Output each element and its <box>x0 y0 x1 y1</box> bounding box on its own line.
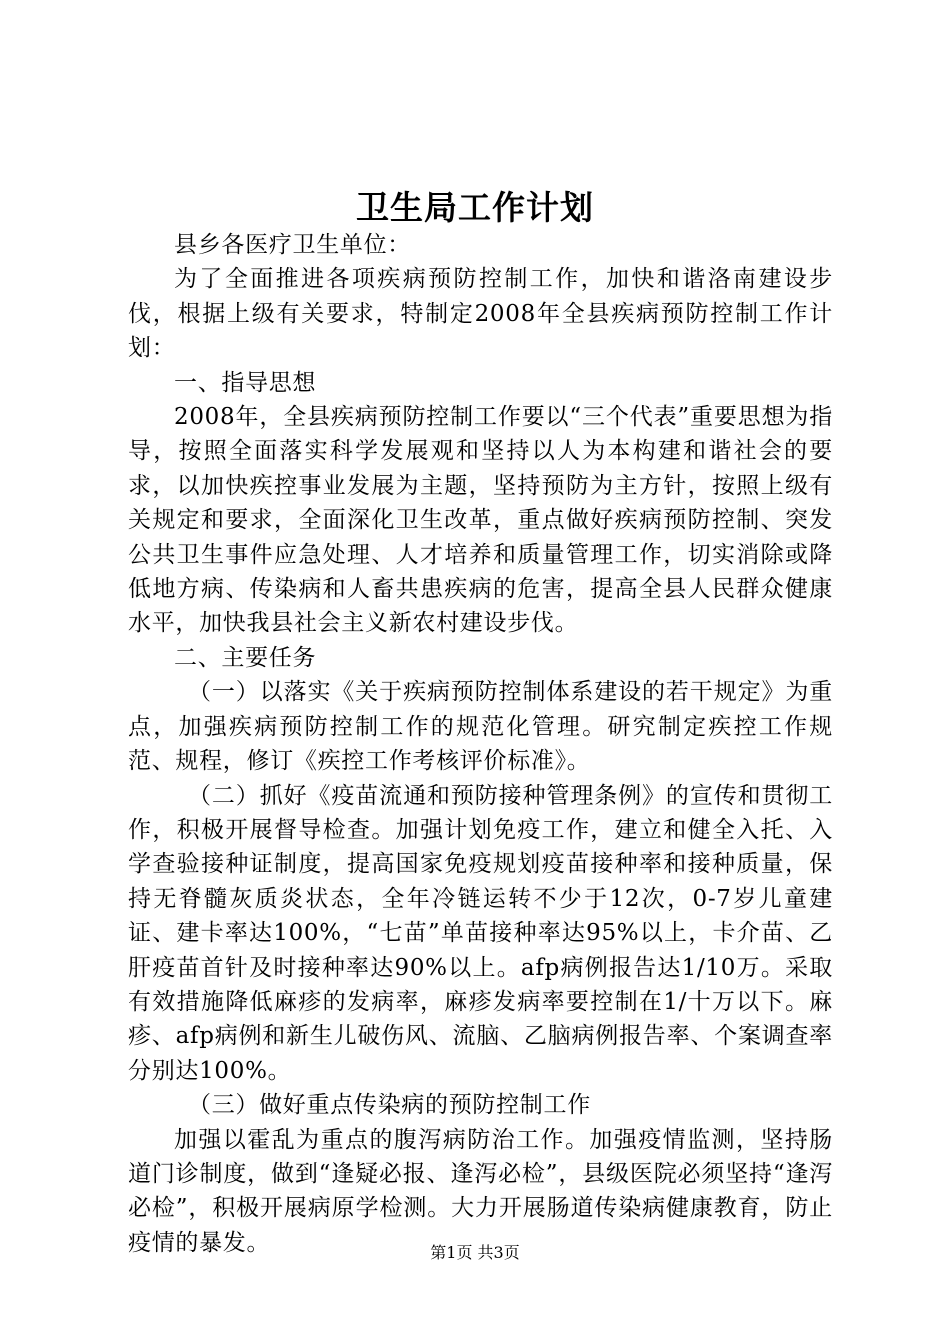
section-heading-main-tasks: 二、主要任务 <box>174 644 317 671</box>
salutation: 县乡各医疗卫生单位： <box>174 232 411 258</box>
task-item-3-paragraph: 加强以霍乱为重点的腹泻病防治工作。加强疫情监测，坚持肠道门诊制度，做到“逢疑必报、逢泻必检”，县级医院必须坚持“逢泻必检”，积极开展病原学检测。大力开展肠道传染病健康教育，防止疫情的暴发。 <box>128 1126 833 1256</box>
section-heading-guiding-ideology: 一、指导思想 <box>174 369 317 396</box>
page-footer: 第1页 共3页 <box>430 1243 520 1262</box>
document-title: 卫生局工作计划 <box>356 188 594 227</box>
document-body <box>128 228 833 1260</box>
intro-paragraph: 为了全面推进各项疾病预防控制工作，加快和谐洛南建设步伐，根据上级有关要求，特制定2008年全县疾病预防控制工作计划： <box>128 266 833 362</box>
task-item-1: （一）以落实《关于疾病预防控制体系建设的若干规定》为重点，加强疾病预防控制工作的规范化管理。研究制定疾控工作规范、规程，修订《疾控工作考核评价标准》。 <box>128 679 833 775</box>
task-item-2: （二）抓好《疫苗流通和预防接种管理条例》的宣传和贯彻工作，积极开展督导检查。加强计划免疫工作，建立和健全入托、入学查验接种证制度，提高国家免疫规划疫苗接种率和接种质量，保持无脊髓灰质炎状态，全年冷链运转不少于12次，0-7岁儿童建证、建卡率达100%，“七苗”单苗接种率达95%以上，卡介苗、乙肝疫苗首针及时接种率达90%以上。afp病例报告达1/10万。采取有效措施降低麻疹的发病率，麻疹发病率要控制在1/十万以下。麻疹、afp病例和新生儿破伤风、流脑、乙脑病例报告率、个案调查率分别达100%。 <box>128 782 833 1084</box>
task-item-3-heading: （三）做好重点传染病的预防控制工作 <box>188 1092 591 1119</box>
guiding-ideology-paragraph: 2008年，全县疾病预防控制工作要以“三个代表”重要思想为指导，按照全面落实科学发展观和坚持以人为本构建和谐社会的要求，以加快疾控事业发展为主题，坚持预防为主方针，按照上级有关规定和要求，全面深化卫生改革，重点做好疾病预防控制、突发公共卫生事件应急处理、人才培养和质量管理工作，切实消除或降低地方病、传染病和人畜共患疾病的危害，提高全县人民群众健康水平，加快我县社会主义新农村建设步伐。 <box>128 404 833 637</box>
